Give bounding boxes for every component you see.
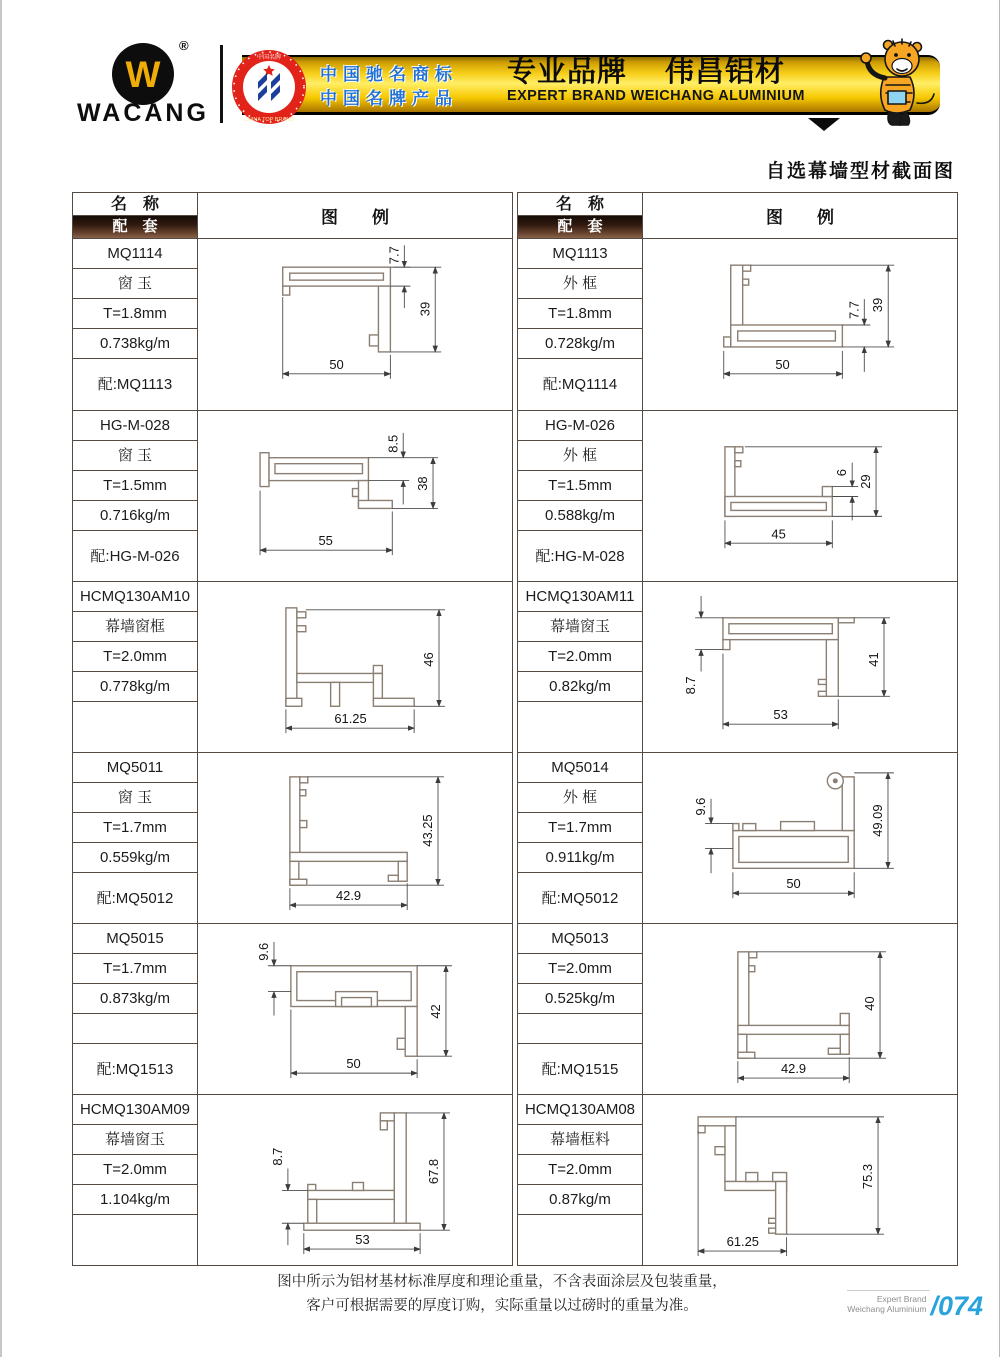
dim-label: 53 — [773, 707, 788, 723]
dim-label: 50 — [346, 1056, 361, 1072]
dim-label: 49.09 — [870, 804, 886, 837]
dim-label: 7.7 — [386, 246, 402, 265]
dim-label: 46 — [421, 652, 437, 667]
product-weight: 0.87kg/m — [518, 1185, 642, 1215]
col-header-legend: 图 例 — [766, 208, 834, 227]
product-match — [73, 702, 197, 752]
dimensions — [290, 777, 444, 910]
product-match — [518, 1215, 642, 1265]
dim-label: 42.9 — [780, 1061, 807, 1077]
dim-label: 8.7 — [269, 1147, 285, 1166]
product-match: 配:MQ1513 — [96, 1060, 174, 1078]
profile-diagram — [643, 411, 957, 581]
dim-label: 40 — [862, 996, 878, 1011]
dim-label: 50 — [786, 876, 801, 892]
profile-diagram — [198, 753, 512, 923]
product-type: 窗 玉 — [73, 783, 197, 813]
product-weight: 0.911kg/m — [518, 843, 642, 873]
product-match: 配:MQ5012 — [541, 889, 619, 907]
banner-ribbon-notch — [808, 118, 840, 131]
profile-shape — [733, 773, 854, 868]
dim-label: 8.5 — [385, 434, 401, 453]
dim-label: 9.6 — [693, 797, 709, 816]
profile-shape — [304, 1113, 420, 1230]
product-type: 外 框 — [518, 269, 642, 299]
product-type: 幕墙框料 — [518, 1125, 642, 1155]
profile-diagram — [198, 582, 512, 752]
product-group — [73, 239, 512, 410]
product-match: 配:MQ1113 — [97, 376, 173, 393]
brand-en: EXPERT BRAND WEICHANG ALUMINIUM — [507, 88, 805, 104]
profile-diagram — [198, 239, 512, 410]
product-code: HCMQ130AM09 — [73, 1095, 197, 1125]
footer-brand-line2: Weichang Aluminium — [847, 1304, 927, 1314]
page-number-block — [847, 1290, 983, 1320]
product-weight: 0.728kg/m — [518, 329, 642, 359]
profile-shape — [698, 1117, 786, 1234]
china-top-brand-badge-icon — [230, 48, 308, 126]
product-type: 窗 玉 — [73, 441, 197, 471]
footer-note-line2: 客户可根据需要的厚度订购，实际重量以过磅时的重量为准。 — [306, 1298, 698, 1314]
registered-mark: ® — [179, 38, 189, 53]
profile-shape — [290, 777, 407, 885]
product-match — [518, 702, 642, 752]
slogan-famous-trademark: 中国驰名商标 — [320, 65, 458, 84]
profile-shape — [286, 608, 414, 706]
brand-cn-name: 伟昌铝材 — [665, 56, 786, 88]
profile-shape — [291, 966, 417, 1056]
dim-label: 61.25 — [726, 1234, 759, 1250]
dim-label: 61.25 — [334, 711, 367, 727]
profile-shape — [723, 618, 854, 697]
dim-label: 39 — [417, 301, 433, 317]
profile-diagram — [643, 239, 957, 410]
product-group — [518, 581, 957, 752]
product-group — [518, 923, 957, 1094]
product-code: MQ1114 — [73, 239, 197, 269]
dim-label: 67.8 — [426, 1158, 442, 1185]
profile-diagram — [198, 411, 512, 581]
dim-label: 6 — [834, 469, 850, 477]
dimensions — [260, 433, 438, 555]
header-divider — [220, 45, 223, 123]
profile-diagram — [643, 753, 957, 923]
award-slogans — [320, 63, 458, 111]
logo-w-glyph: W — [125, 54, 161, 95]
dim-label: 50 — [775, 356, 790, 372]
dimensions — [283, 245, 441, 379]
product-thickness: T=1.5mm — [73, 471, 197, 501]
profile-diagram — [643, 582, 957, 752]
dim-label: 45 — [771, 526, 786, 542]
profile-shape — [283, 267, 391, 352]
product-thickness: T=1.5mm — [518, 471, 642, 501]
dim-label: 42 — [428, 1004, 443, 1019]
product-group — [518, 410, 957, 581]
product-weight: 1.104kg/m — [73, 1185, 197, 1215]
product-thickness: T=1.7mm — [518, 813, 642, 843]
product-group — [518, 752, 957, 923]
dim-label: 42.9 — [335, 888, 362, 904]
product-type: 幕墙窗玉 — [518, 612, 642, 642]
product-thickness: T=1.7mm — [73, 954, 197, 984]
dimensions — [683, 596, 890, 729]
profile-shape — [738, 952, 849, 1058]
dim-label: 29 — [858, 474, 874, 489]
product-thickness: T=2.0mm — [518, 954, 642, 984]
product-type: 幕墙窗框 — [73, 612, 197, 642]
product-group — [518, 1094, 957, 1265]
product-empty — [73, 1014, 197, 1044]
product-code: HCMQ130AM08 — [518, 1095, 642, 1125]
product-match: 配:MQ5012 — [96, 889, 174, 907]
product-weight: 0.588kg/m — [518, 501, 642, 531]
product-weight: 0.738kg/m — [73, 329, 197, 359]
footer-brand-line1: Expert Brand — [876, 1294, 927, 1304]
table-header — [518, 193, 957, 239]
product-type: 幕墙窗玉 — [73, 1125, 197, 1155]
badge-top-text: 中国名牌 — [256, 55, 282, 61]
dimensions — [286, 610, 445, 733]
wacang-logo-icon — [111, 42, 175, 106]
product-code: MQ5014 — [518, 753, 642, 783]
dim-label: 53 — [355, 1232, 370, 1248]
wacang-logo — [77, 38, 209, 128]
badge-bottom-text: CHINA TOP BRAND — [243, 117, 295, 123]
brand-slogan — [507, 56, 805, 105]
product-match: 配:HG-M-026 — [90, 547, 180, 565]
product-match — [73, 1215, 197, 1265]
product-match: 配:MQ1114 — [542, 376, 618, 393]
product-code: MQ1113 — [518, 239, 642, 269]
dim-label: 43.25 — [420, 814, 436, 847]
profile-diagram — [643, 1095, 957, 1265]
col-header-name: 名 称 — [518, 193, 642, 216]
profile-diagram — [643, 924, 957, 1094]
dim-label: 8.7 — [683, 676, 699, 695]
table-left-half — [72, 192, 513, 1266]
product-code: HG-M-028 — [73, 411, 197, 441]
product-match: 配:HG-M-028 — [535, 547, 625, 565]
product-weight: 0.82kg/m — [518, 672, 642, 702]
product-type: 窗 玉 — [73, 269, 197, 299]
brand-cn-expert: 专业品牌 — [507, 56, 628, 88]
dim-label: 9.6 — [256, 942, 272, 961]
product-group — [73, 581, 512, 752]
slogan-famous-product: 中国名牌产品 — [320, 89, 458, 108]
product-code: MQ5013 — [518, 924, 642, 954]
product-weight: 0.716kg/m — [73, 501, 197, 531]
footer-note — [182, 1270, 822, 1318]
product-weight: 0.525kg/m — [518, 984, 642, 1014]
product-type: 外 框 — [518, 441, 642, 471]
dim-label: 38 — [415, 476, 431, 491]
product-thickness: T=1.7mm — [73, 813, 197, 843]
product-group — [73, 1094, 512, 1265]
product-thickness: T=2.0mm — [518, 642, 642, 672]
product-code: HG-M-026 — [518, 411, 642, 441]
product-code: HCMQ130AM10 — [73, 582, 197, 612]
page-number: /074 — [930, 1291, 983, 1321]
profile-diagram — [198, 924, 512, 1094]
product-group — [73, 752, 512, 923]
profile-shape — [725, 447, 832, 517]
tiger-mascot-icon — [847, 33, 940, 130]
dim-label: 50 — [329, 356, 344, 372]
col-header-match: 配 套 — [518, 216, 642, 238]
col-header-match: 配 套 — [73, 216, 197, 238]
product-group — [518, 239, 957, 410]
product-thickness: T=2.0mm — [73, 1155, 197, 1185]
footer-note-line1: 图中所示为铝材基材标准厚度和理论重量，不含表面涂层及包装重量， — [277, 1274, 727, 1290]
profile-shape — [724, 265, 843, 347]
product-thickness: T=1.8mm — [73, 299, 197, 329]
product-thickness: T=2.0mm — [518, 1155, 642, 1185]
dim-label: 7.7 — [846, 301, 862, 320]
table-right-half — [517, 192, 958, 1266]
product-empty — [518, 1014, 642, 1044]
col-header-name: 名 称 — [73, 193, 197, 216]
table-header — [73, 193, 512, 239]
product-match: 配:MQ1515 — [541, 1060, 619, 1078]
product-weight: 0.873kg/m — [73, 984, 197, 1014]
profile-table — [72, 192, 961, 1266]
dim-label: 55 — [318, 533, 333, 549]
product-weight: 0.778kg/m — [73, 672, 197, 702]
dim-label: 75.3 — [860, 1163, 876, 1190]
product-thickness: T=1.8mm — [518, 299, 642, 329]
dimensions — [256, 942, 452, 1078]
product-code: HCMQ130AM11 — [518, 582, 642, 612]
dim-label: 39 — [870, 297, 886, 313]
product-group — [73, 410, 512, 581]
col-header-legend: 图 例 — [321, 208, 389, 227]
product-type: 外 框 — [518, 783, 642, 813]
dimensions — [738, 952, 886, 1083]
logo-wordmark: WACANG — [77, 99, 209, 127]
product-group — [73, 923, 512, 1094]
product-thickness: T=2.0mm — [73, 642, 197, 672]
product-weight: 0.559kg/m — [73, 843, 197, 873]
profile-diagram — [198, 1095, 512, 1265]
product-code: MQ5015 — [73, 924, 197, 954]
product-code: MQ5011 — [73, 753, 197, 783]
dim-label: 41 — [866, 652, 882, 667]
page-title: 自选幕墙型材截面图 — [765, 161, 955, 182]
